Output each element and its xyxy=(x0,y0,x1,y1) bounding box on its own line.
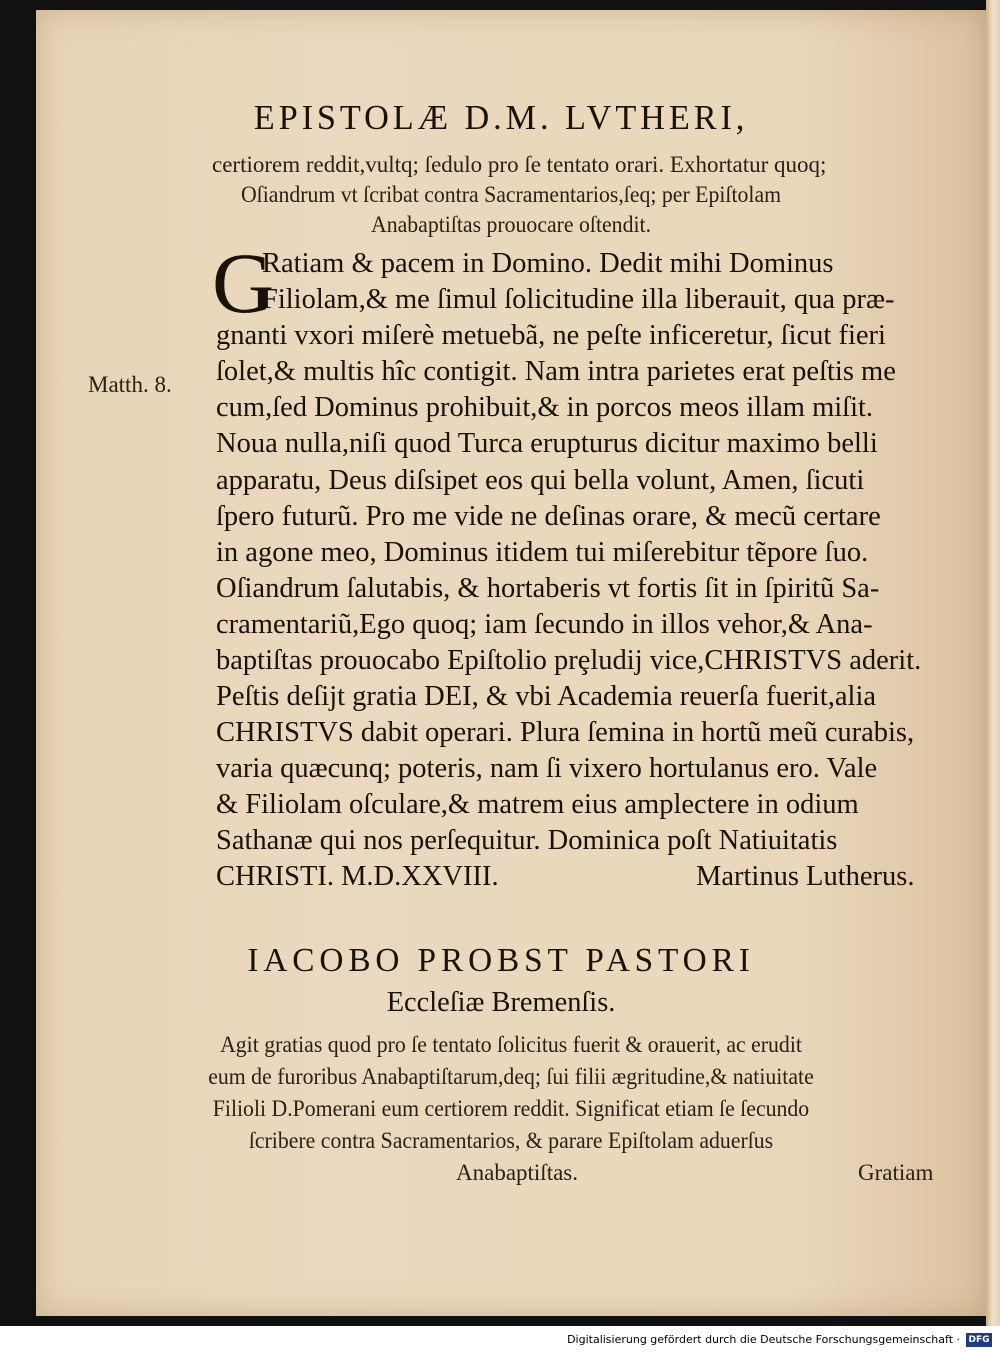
running-head: EPISTOLÆ D.M. LVTHERI, xyxy=(253,98,749,137)
summary-line: Anabaptiſtas prouocare oſtendit. xyxy=(370,212,652,237)
summary-line: Anabaptiſtas. xyxy=(456,1160,578,1185)
funding-credit: Digitalisierung gefördert durch die Deutsche Forschungsgemeinschaft · xyxy=(567,1333,960,1346)
letter-line: cum,ſed Dominus prohibuit,& in porcos meos illam miſit. xyxy=(216,392,874,423)
letter-line: Peſtis deſijt gratia DEI, & vbi Academia reuerſa fuerit,alia xyxy=(216,681,877,712)
catchword: Gratiam xyxy=(858,1160,934,1185)
letter-line: apparatu, Deus diſsipet eos qui bella volunt, Amen, ſicuti xyxy=(216,465,865,496)
summary-line: certiorem reddit,vultq; ſedulo pro ſe tentato orari. Exhortatur quoq; xyxy=(212,152,827,177)
letter-line: Ratiam & pacem in Domino. Dedit mihi Dominus xyxy=(262,248,834,279)
dfg-logo-icon: DFG xyxy=(966,1333,992,1347)
footer-bar xyxy=(0,1330,1000,1352)
letter-line: & Filiolam oſculare,& matrem eius amplectere in odium xyxy=(216,789,859,820)
margin-note: Matth. 8. xyxy=(88,372,172,397)
summary-line: Filioli D.Pomerani eum certiorem reddit. Significat etiam ſe ſecundo xyxy=(212,1096,810,1121)
letter-date: CHRISTI. M.D.XXVIII. xyxy=(216,861,499,892)
letter-line: gnanti vxori miſerè metuebã, ne peſte inficeretur, ſicut fieri xyxy=(216,320,886,351)
letter-line: varia quæcunq; poteris, nam ſi vixero hortulanus ero. Vale xyxy=(216,753,878,784)
book-page xyxy=(36,10,986,1316)
summary-line: Agit gratias quod pro ſe tentato ſolicitus fuerit & orauerit, ac erudit xyxy=(220,1032,802,1057)
letter-signature: Martinus Lutherus. xyxy=(696,861,915,892)
letter-line: Noua nulla,niſi quod Turca erupturus dicitur maximo belli xyxy=(216,428,878,459)
letter-line: CHRISTVS dabit operari. Plura ſemina in hortũ meũ curabis, xyxy=(216,717,915,748)
summary-line: ſcribere contra Sacramentarios, & parare Epiſtolam aduerſus xyxy=(248,1128,774,1153)
address-title: IACOBO PROBST PASTORI xyxy=(247,942,755,979)
letter-line: cramentariũ,Ego quoq; iam ſecundo in illos vehor,& Ana- xyxy=(216,609,873,640)
letter-line: Oſiandrum ſalutabis, & hortaberis vt fortis ſit in ſpiritũ Sa- xyxy=(216,573,880,604)
letter-line: in agone meo, Dominus itidem tui miſerebitur tẽpore ſuo. xyxy=(216,537,869,568)
summary-line: eum de furoribus Anabaptiſtarum,deq; ſui filii ægritudine,& natiuitate xyxy=(208,1064,814,1089)
letter-line: ſpero futurũ. Pro me vide ne deſinas orare, & mecũ certare xyxy=(216,501,881,532)
letter-line: ſolet,& multis hîc contigit. Nam intra parietes erat peſtis me xyxy=(216,356,896,387)
letter-line: Sathanæ qui nos perſequitur. Dominica poſt Natiuitatis xyxy=(216,825,838,856)
letter-line: baptiſtas prouocabo Epiſtolio prȩludij vice,CHRISTVS aderit. xyxy=(216,645,922,676)
summary-line: Oſiandrum vt ſcribat contra Sacramentarios,ſeq; per Epiſtolam xyxy=(240,182,782,207)
address-subtitle: Eccleſiæ Bremenſis. xyxy=(386,986,616,1018)
drop-cap: G xyxy=(212,235,275,331)
page-edge xyxy=(986,0,1000,1326)
letter-line: Filiolam,& me ſimul ſolicitudine illa liberauit, qua præ- xyxy=(262,284,895,315)
